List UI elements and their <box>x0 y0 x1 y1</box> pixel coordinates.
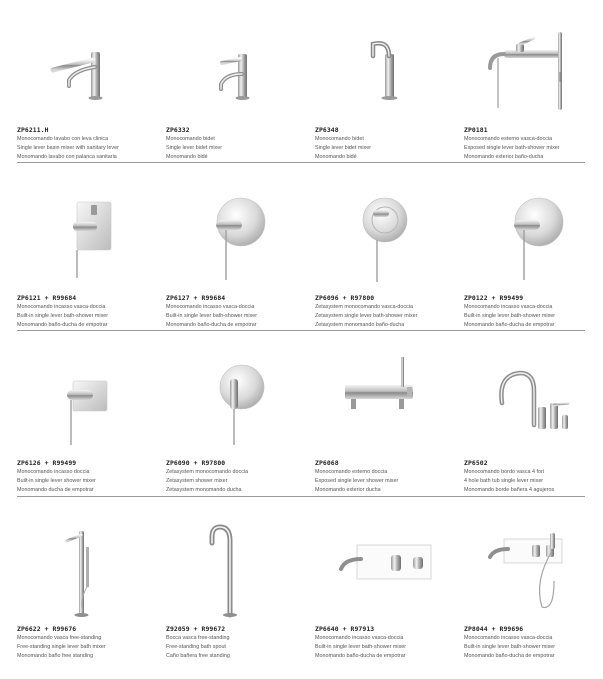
product-code: ZP6096 + R97800 <box>315 294 375 302</box>
product-code: ZP6622 + R99676 <box>17 625 77 633</box>
built-in-round-mixer-icon <box>166 180 316 290</box>
product-description-es: Monomando baño free standing <box>17 653 94 659</box>
basin-mixer-clinical-lever-icon <box>17 12 167 122</box>
product-description-en: Built-in single lever bath-shower mixer <box>464 644 556 650</box>
product-description-en: Free-standing bath spout <box>166 644 226 650</box>
product-card <box>17 511 167 676</box>
product-description-es: Monomando lavabo con palanca sanitaria <box>17 154 117 160</box>
product-image <box>17 345 167 455</box>
product-code: ZP0181 <box>464 126 488 134</box>
product-description-it: Bocca vasca free-standing <box>166 635 230 641</box>
product-description-it: Monocomando incasso vasca-doccia <box>464 635 553 641</box>
product-description-es: Caño bañera free standing <box>166 653 230 659</box>
product-description-en: Built-in single lever bath-shower mixer <box>166 313 258 319</box>
zetasystem-shower-mixer-icon <box>166 345 316 455</box>
product-card <box>17 12 167 177</box>
product-description-it: Zetasystem monocomando vasca-doccia <box>315 304 413 310</box>
product-description-it: Monocomando esterno vasca-doccia <box>464 136 553 142</box>
built-in-shower-mixer-icon <box>17 345 167 455</box>
wall-mounted-bath-mixer-icon <box>315 511 465 621</box>
product-description-en: Single lever bidet mixer <box>166 145 223 151</box>
product-description-es: Monomando bidé <box>166 154 208 160</box>
row-divider <box>17 330 585 331</box>
product-code: ZP6126 + R99499 <box>17 459 77 467</box>
product-description-it: Monocomando vasca free-standing <box>17 635 102 641</box>
row-divider <box>17 162 585 163</box>
product-image <box>166 12 316 122</box>
product-image <box>17 180 167 290</box>
product-card <box>17 180 167 345</box>
product-description-es: Monomando exterior baño-ducha <box>464 154 544 160</box>
exposed-shower-mixer-icon <box>315 345 465 455</box>
product-card <box>315 180 465 345</box>
product-description-en: Single lever bidet mixer <box>315 145 372 151</box>
product-card <box>315 345 465 510</box>
product-description-es: Monomando baño-ducha de empotrar <box>315 653 406 659</box>
product-code: Z92059 + R99672 <box>166 625 226 633</box>
product-description-it: Monocomando bidet <box>315 136 364 142</box>
product-image <box>17 511 167 621</box>
product-description-it: Monocomando bidet <box>166 136 215 142</box>
product-image <box>464 180 603 290</box>
row-divider <box>17 496 585 497</box>
product-code: ZP6332 <box>166 126 190 134</box>
product-description-en: Zetasystem shower mixer <box>166 478 228 484</box>
product-code: ZP6121 + R99684 <box>17 294 77 302</box>
built-in-square-mixer-icon <box>17 180 167 290</box>
product-card <box>17 345 167 510</box>
product-description-it: Monocomando incasso vasca-doccia <box>464 304 553 310</box>
product-card <box>315 511 465 676</box>
product-description-es: Monomando baño-ducha de empotrar <box>17 322 108 328</box>
product-card <box>315 12 465 177</box>
product-image <box>315 180 465 290</box>
product-description-en: Built-in single lever bath-shower mixer <box>17 313 109 319</box>
product-code: ZP0122 + R99499 <box>464 294 524 302</box>
product-image <box>315 12 465 122</box>
product-image <box>315 511 465 621</box>
product-code: ZP6211.H <box>17 126 49 134</box>
wall-mounted-bath-shower-set-icon <box>464 511 603 621</box>
product-description-it: Monocomando incasso vasca-doccia <box>166 304 255 310</box>
product-code: ZP6068 <box>315 459 339 467</box>
product-description-en: Exposed single lever bath-shower mixer <box>464 145 560 151</box>
product-description-es: Monomando baño-ducha de empotrar <box>464 653 555 659</box>
product-description-it: Monocomando incasso vasca-doccia <box>315 635 404 641</box>
product-image <box>464 345 603 455</box>
product-card <box>464 12 603 177</box>
product-description-es: Zetasystem monomando ducha <box>166 487 242 493</box>
product-image <box>315 345 465 455</box>
product-description-es: Monomando bidé <box>315 154 357 160</box>
free-standing-bath-mixer-icon <box>17 511 167 621</box>
product-description-en: 4 hole bath tub single lever mixer <box>464 478 544 484</box>
product-description-es: Monomando baño-ducha de empotrar <box>464 322 555 328</box>
product-code: ZP6640 + R97913 <box>315 625 375 633</box>
product-card <box>166 511 316 676</box>
product-card <box>166 180 316 345</box>
product-card <box>464 345 603 510</box>
product-code: ZP6090 + R97800 <box>166 459 226 467</box>
product-card <box>166 12 316 177</box>
product-code: ZP6127 + R99684 <box>166 294 226 302</box>
product-description-en: Built-in single lever bath-shower mixer <box>464 313 556 319</box>
product-description-es: Monomando ducha de empotrar <box>17 487 94 493</box>
product-image <box>464 12 603 122</box>
product-card <box>464 180 603 345</box>
free-standing-spout-icon <box>166 511 316 621</box>
product-card <box>166 345 316 510</box>
four-hole-bath-mixer-icon <box>464 345 603 455</box>
product-description-en: Zetasystem single lever bath-shower mixer <box>315 313 418 319</box>
product-description-it: Monocomando lavabo con leva clinica <box>17 136 109 142</box>
product-image <box>17 12 167 122</box>
product-image <box>166 345 316 455</box>
product-image <box>166 180 316 290</box>
product-description-it: Zetasystem monocomando doccia <box>166 469 249 475</box>
product-card <box>464 511 603 676</box>
bidet-mixer-icon <box>166 12 316 122</box>
product-description-es: Monomando exterior ducha <box>315 487 381 493</box>
bidet-mixer-swivel-icon <box>315 12 465 122</box>
product-image <box>166 511 316 621</box>
product-description-en: Free-standing single lever bath mixer <box>17 644 106 650</box>
product-description-it: Monocomando incasso doccia <box>17 469 90 475</box>
product-description-en: Single lever basin mixer with sanitary lever <box>17 145 119 151</box>
product-description-es: Monomando borde bañera 4 agujeros <box>464 487 555 493</box>
exposed-bath-shower-mixer-icon <box>464 12 603 122</box>
product-description-it: Monocomando incasso vasca-doccia <box>17 304 106 310</box>
product-description-es: Zetasystem monomando baño-ducha <box>315 322 405 328</box>
product-description-en: Exposed single lever shower mixer <box>315 478 399 484</box>
product-description-it: Monocomando esterno doccia <box>315 469 388 475</box>
built-in-round-mixer-icon <box>464 180 603 290</box>
product-description-es: Monomando baño-ducha de empotrar <box>166 322 257 328</box>
product-description-it: Monocomando bordo vasca 4 fori <box>464 469 545 475</box>
product-description-en: Built-in single lever shower mixer <box>17 478 96 484</box>
product-code: ZP6502 <box>464 459 488 467</box>
product-code: ZP8044 + R99696 <box>464 625 524 633</box>
product-image <box>464 511 603 621</box>
product-code: ZP6348 <box>315 126 339 134</box>
zetasystem-mixer-icon <box>315 180 465 290</box>
product-description-en: Built-in single lever bath-shower mixer <box>315 644 407 650</box>
